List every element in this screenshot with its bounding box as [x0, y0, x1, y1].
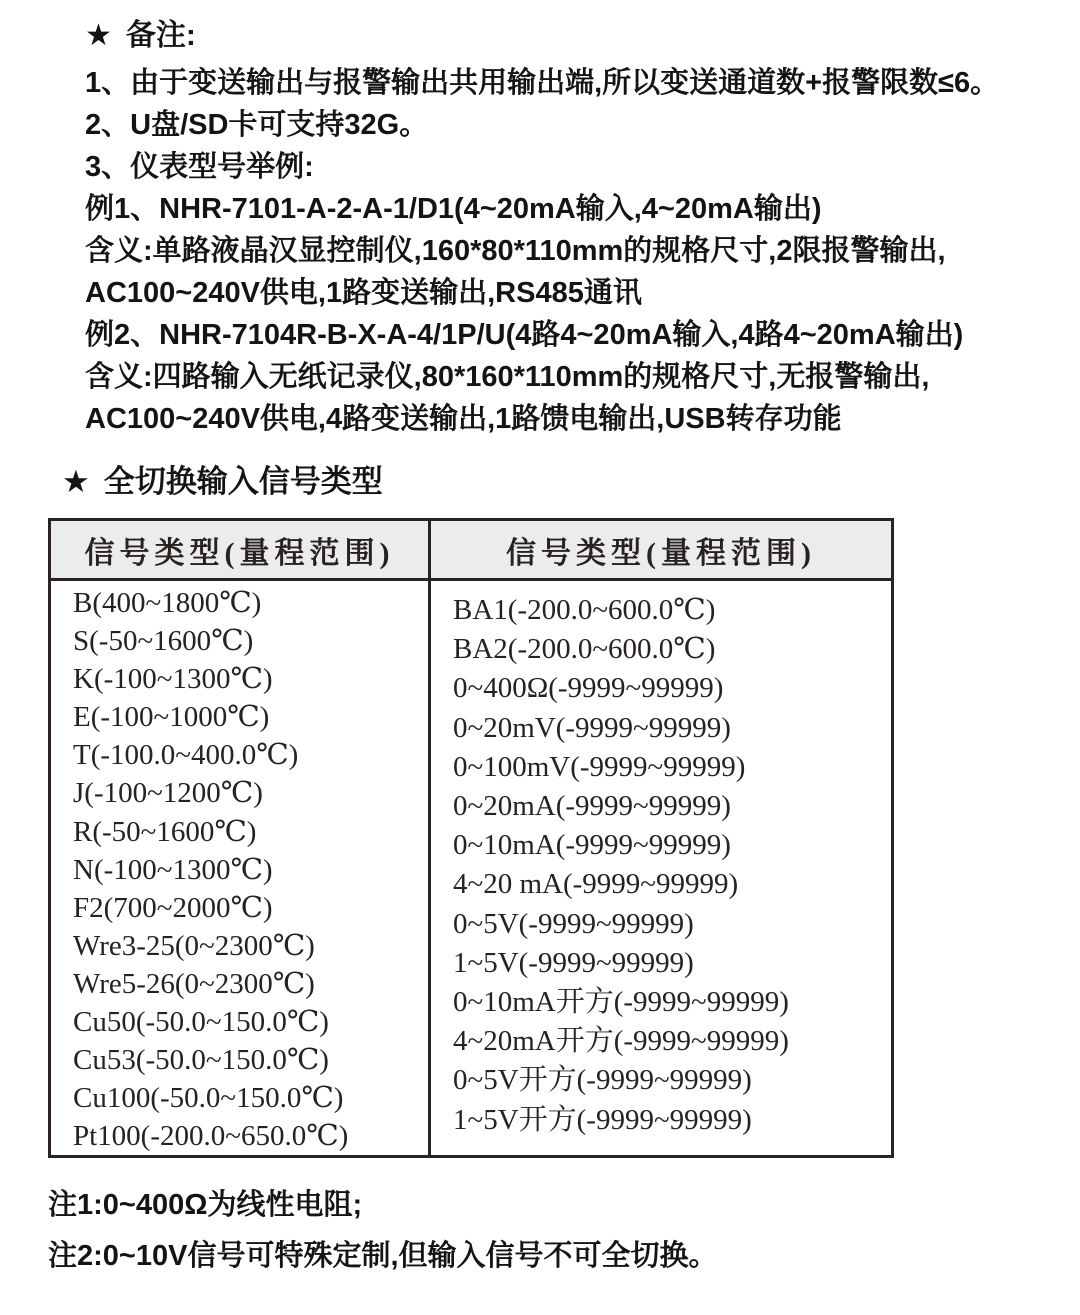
- table-header-right: 信号类型(量程范围): [506, 536, 816, 570]
- table-row: BA2(-200.0~600.0℃): [453, 633, 716, 666]
- notes-title: [85, 16, 999, 56]
- note-line: AC100~240V供电,4路变送输出,1路馈电输出,USB转存功能: [85, 403, 842, 435]
- table-row: 0~100mV(-9999~99999): [453, 750, 746, 783]
- table-header-row: [51, 521, 891, 581]
- table-column-right: [431, 581, 891, 1155]
- signal-section-title-text: 全切换输入信号类型: [103, 464, 383, 499]
- note-line: 3、仪表型号举例:: [85, 151, 314, 183]
- table-row: E(-100~1000℃): [73, 701, 270, 734]
- table-header-left: 信号类型(量程范围): [51, 521, 431, 578]
- table-row: Wre3-25(0~2300℃): [73, 929, 315, 962]
- table-row: 0~5V开方(-9999~99999): [453, 1064, 752, 1097]
- note-line: 例2、NHR-7104R-B-X-A-4/1P/U(4路4~20mA输入,4路4~20mA输出): [85, 319, 964, 351]
- footnote-line: 注2:0~10V信号可特殊定制,但输入信号不可全切换。: [48, 1240, 718, 1272]
- table-row: 0~400Ω(-9999~99999): [453, 672, 724, 705]
- table-row: Cu50(-50.0~150.0℃): [73, 1006, 329, 1039]
- table-footnotes: [48, 1180, 718, 1282]
- table-row: J(-100~1200℃): [73, 777, 263, 810]
- table-row: 0~10mA开方(-9999~99999): [453, 986, 789, 1019]
- star-icon: ★: [85, 19, 112, 52]
- table-row: B(400~1800℃): [73, 587, 262, 619]
- table-row: 1~5V开方(-9999~99999): [453, 1103, 752, 1136]
- table-row: 4~20mA开方(-9999~99999): [453, 1025, 789, 1058]
- note-line: AC100~240V供电,1路变送输出,RS485通讯: [85, 277, 642, 309]
- table-row: BA1(-200.0~600.0℃): [453, 594, 716, 626]
- note-line: 含义:单路液晶汉显控制仪,160*80*110mm的规格尺寸,2限报警输出,: [85, 235, 946, 267]
- notes-lines: [85, 62, 999, 440]
- notes-section: [85, 16, 999, 440]
- star-icon: ★: [62, 464, 90, 499]
- note-line: 2、U盘/SD卡可支持32G。: [85, 109, 429, 141]
- table-column-left: [51, 581, 431, 1155]
- note-line: 1、由于变送输出与报警输出共用输出端,所以变送通道数+报警限数≤6。: [85, 67, 1000, 99]
- table-row: 0~5V(-9999~99999): [453, 907, 694, 940]
- table-row: 4~20 mA(-9999~99999): [453, 868, 739, 901]
- table-row: Pt100(-200.0~650.0℃): [73, 1120, 349, 1153]
- table-row: 1~5V(-9999~99999): [453, 946, 694, 979]
- note-line: 含义:四路输入无纸记录仪,80*160*110mm的规格尺寸,无报警输出,: [85, 361, 930, 393]
- table-row: Cu100(-50.0~150.0℃): [73, 1082, 344, 1115]
- table-row: S(-50~1600℃): [73, 625, 254, 658]
- signal-section-title: [62, 456, 383, 501]
- table-row: N(-100~1300℃): [73, 853, 273, 886]
- table-body: [51, 581, 891, 1155]
- table-row: T(-100.0~400.0℃): [73, 739, 299, 772]
- table-row: F2(700~2000℃): [73, 891, 273, 924]
- footnote-line: 注1:0~400Ω为线性电阻;: [48, 1189, 363, 1221]
- table-row: Wre5-26(0~2300℃): [73, 967, 315, 1000]
- table-row: 0~20mV(-9999~99999): [453, 711, 731, 744]
- table-row: R(-50~1600℃): [73, 815, 257, 848]
- notes-title-text: 备注:: [125, 19, 196, 52]
- table-row: 0~10mA(-9999~99999): [453, 829, 731, 862]
- table-row: K(-100~1300℃): [73, 663, 273, 696]
- table-row: 0~20mA(-9999~99999): [453, 790, 731, 823]
- signal-type-table: [48, 518, 894, 1158]
- table-row: Cu53(-50.0~150.0℃): [73, 1044, 329, 1077]
- note-line: 例1、NHR-7101-A-2-A-1/D1(4~20mA输入,4~20mA输出): [85, 193, 822, 225]
